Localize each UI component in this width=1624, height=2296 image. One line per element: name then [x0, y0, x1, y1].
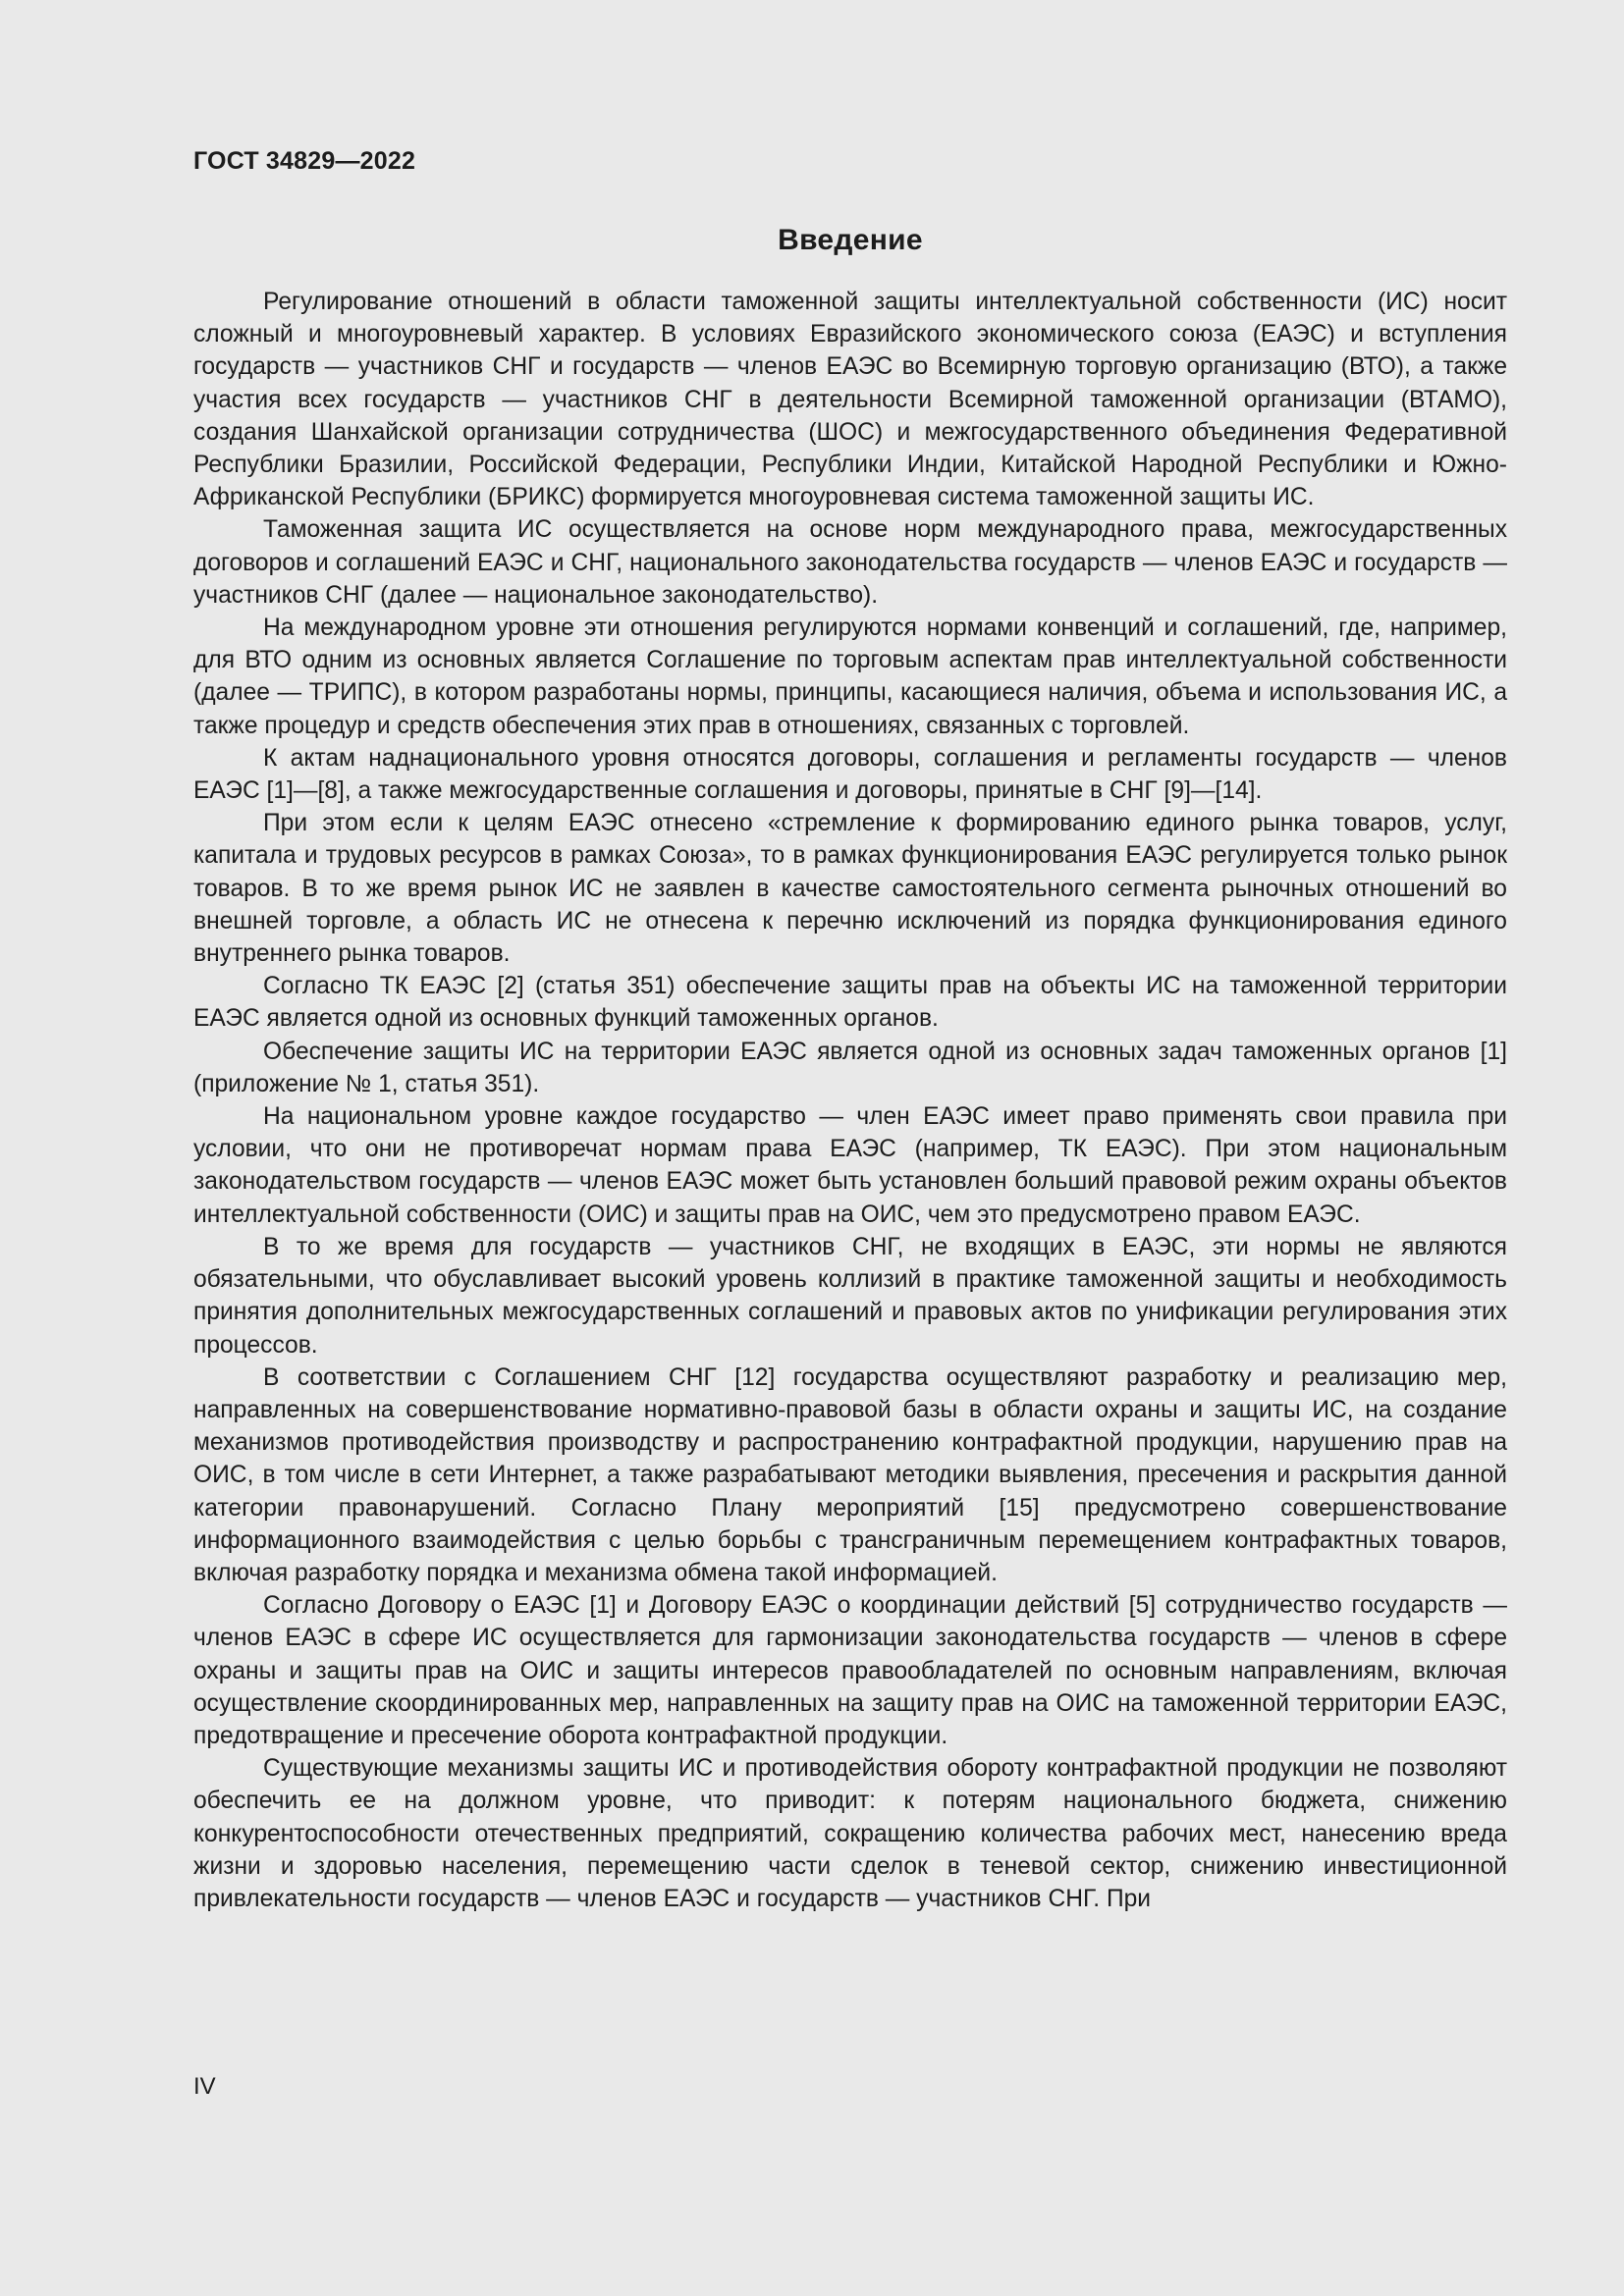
- paragraph: Обеспечение защиты ИС на территории ЕАЭС является одной из основных задач таможенных органов [1] (приложение № 1, статья 351).: [193, 1038, 1507, 1097]
- paragraph: В то же время для государств — участников СНГ, не входящих в ЕАЭС, эти нормы не являются обязательными, что обуславливает высокий уровень коллизий в практике таможенной защиты и необходимость принятия дополнительных межгосударственных соглашений и правовых актов по унификации регулирования этих процессов.: [193, 1233, 1507, 1359]
- paragraph: Согласно Договору о ЕАЭС [1] и Договору ЕАЭС о координации действий [5] сотрудничество государств — членов ЕАЭС в сфере ИС осуществляется для гармонизации законодательства государств — членов в сфере охраны и защиты прав на ОИС и защиты интересов правообладателей по основным направлениям, включая осуществление скоординированных мер, направленных на защиту прав на ОИС на таможенной территории ЕАЭС, предотвращение и пресечение оборота контрафактной продукции.: [193, 1592, 1507, 1749]
- paragraph: Регулирование отношений в области таможенной защиты интеллектуальной собственности (ИС) носит сложный и многоуровневый характер. В условиях Евразийского экономического союза (ЕАЭС) и вступления государств — участников СНГ и государств — членов ЕАЭС во Всемирную торговую организацию (ВТО), а также участия всех государств — участников СНГ в деятельности Всемирной таможенной организации (ВТАМО), создания Шанхайской организации сотрудничества (ШОС) и межгосударственного объединения Федеративной Республики Бразилии, Российской Федерации, Республики Индии, Китайской Народной Республики и Южно-Африканской Республики (БРИКС) формируется многоуровневая система таможенной защиты ИС.: [193, 289, 1507, 511]
- body-text: [193, 286, 1507, 1915]
- page-number: IV: [193, 2073, 216, 2100]
- document-code: ГОСТ 34829—2022: [193, 147, 416, 175]
- paragraph: На национальном уровне каждое государство — член ЕАЭС имеет право применять свои правила при условии, что они не противоречат нормам права ЕАЭС (например, ТК ЕАЭС). При этом национальным законодательством государств — членов ЕАЭС может быть установлен больший правовой режим охраны объектов интеллектуальной собственности (ОИС) и защиты прав на ОИС, чем это предусмотрено правом ЕАЭС.: [193, 1103, 1507, 1228]
- paragraph: При этом если к целям ЕАЭС отнесено «стремление к формированию единого рынка товаров, услуг, капитала и трудовых ресурсов в рамках Союза», то в рамках функционирования ЕАЭС регулируется только рынок товаров. В то же время рынок ИС не заявлен в качестве самостоятельного сегмента рыночных отношений во внешней торговле, а область ИС не отнесена к перечню исключений из порядка функционирования единого внутреннего рынка товаров.: [193, 810, 1507, 968]
- paragraph: Согласно ТК ЕАЭС [2] (статья 351) обеспечение защиты прав на объекты ИС на таможенной территории ЕАЭС является одной из основных функций таможенных органов.: [193, 973, 1507, 1033]
- paragraph: Существующие механизмы защиты ИС и противодействия обороту контрафактной продукции не позволяют обеспечить ее на должном уровне, что приводит: к потерям национального бюджета, снижению конкурентоспособности отечественных предприятий, сокращению количества рабочих мест, нанесению вреда жизни и здоровью населения, перемещению части сделок в теневой сектор, снижению инвестиционной привлекательности государств — членов ЕАЭС и государств — участников СНГ. При: [193, 1755, 1507, 1912]
- paragraph: В соответствии с Соглашением СНГ [12] государства осуществляют разработку и реализацию мер, направленных на совершенствование нормативно-правовой базы в области охраны и защиты ИС, на создание механизмов противодействия производству и распространению контрафактной продукции, нарушению прав на ОИС, в том числе в сети Интернет, а также разрабатывают методики выявления, пресечения и раскрытия данной категории правонарушений. Согласно Плану мероприятий [15] предусмотрено совершенствование информационного взаимодействия с целью борьбы с трансграничным перемещением контрафактных товаров, включая разработку порядка и механизма обмена такой информацией.: [193, 1363, 1507, 1586]
- paragraph: На международном уровне эти отношения регулируются нормами конвенций и соглашений, где, например, для ВТО одним из основных является Соглашение по торговым аспектам прав интеллектуальной собственности (далее — ТРИПС), в котором разработаны нормы, принципы, касающиеся наличия, объема и использования ИС, а также процедур и средств обеспечения этих прав в отношениях, связанных с торговлей.: [193, 614, 1507, 739]
- section-title: Введение: [778, 224, 923, 256]
- paragraph: Таможенная защита ИС осуществляется на основе норм международного права, межгосударственных договоров и соглашений ЕАЭС и СНГ, национального законодательства государств — членов ЕАЭС и государств — участников СНГ (далее — национальное законодательство).: [193, 516, 1507, 609]
- paragraph: К актам наднационального уровня относятся договоры, соглашения и регламенты государств — членов ЕАЭС [1]—[8], а также межгосударственные соглашения и договоры, принятые в СНГ [9]—[14].: [193, 744, 1507, 805]
